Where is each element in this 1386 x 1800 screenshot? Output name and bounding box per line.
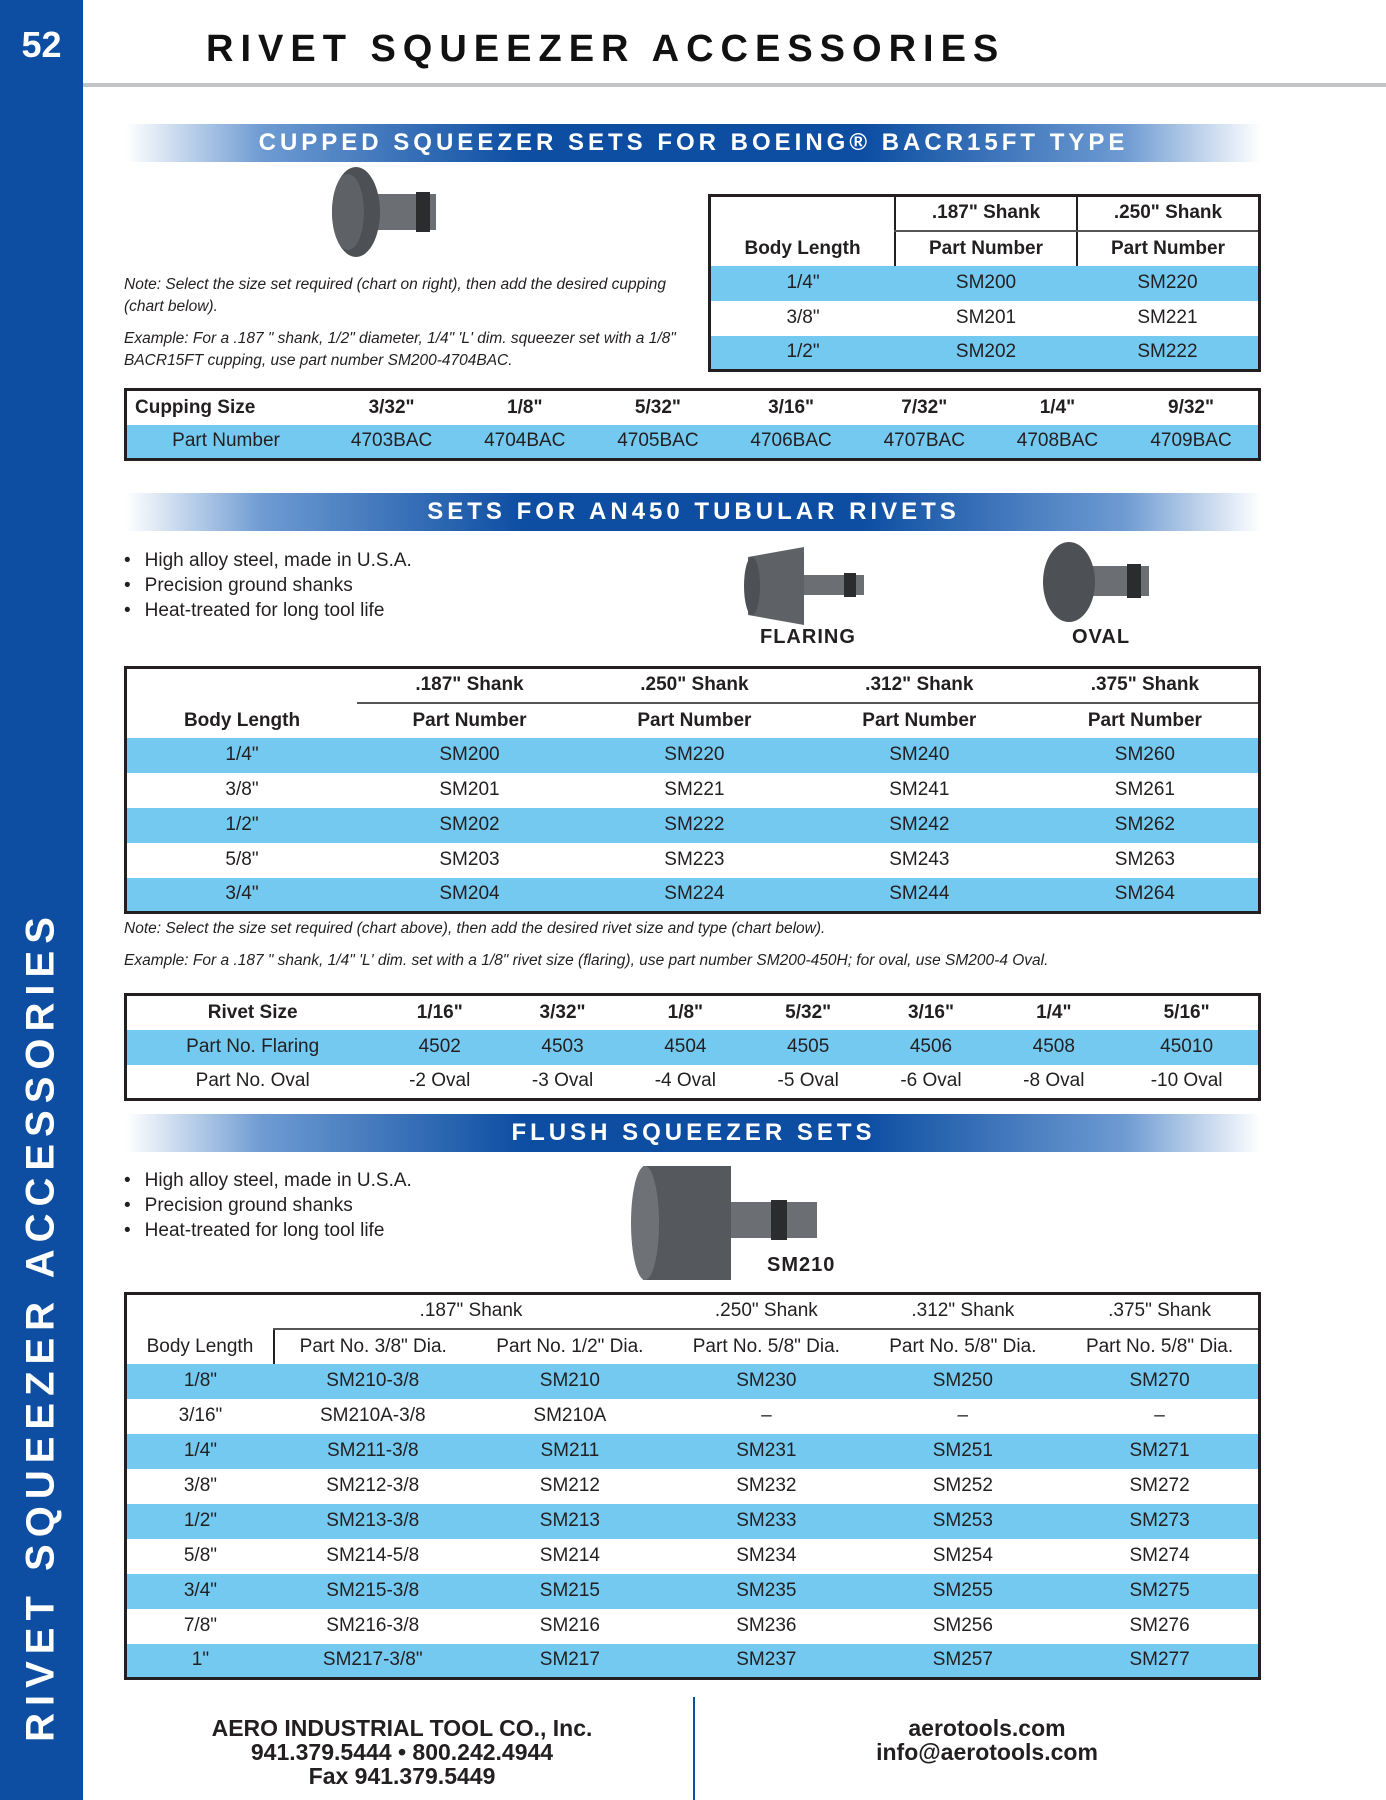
footer-divider	[693, 1697, 695, 1800]
column-header: Body Length	[126, 668, 358, 738]
oval-label: OVAL	[1072, 626, 1131, 648]
column-header: Body Length	[126, 1294, 274, 1364]
table-cell: 3/32"	[325, 390, 458, 425]
table-cell: 4502	[378, 1030, 501, 1065]
table-cell: SM214	[539, 1545, 600, 1566]
bullet: • Precision ground shanks	[124, 573, 412, 598]
table-cell: SM201	[955, 307, 1017, 328]
table-cell: SM252	[932, 1475, 993, 1496]
table-cell: SM210	[472, 1364, 668, 1399]
table-cell: SM210-3/8	[274, 1364, 472, 1399]
table-cell: 1/4"	[126, 738, 358, 773]
oval-set-image	[1039, 540, 1157, 624]
table-cell: SM241	[889, 779, 950, 800]
cupped-example: Example: For a .187 " shank, 1/2" diameter, 1/4" 'L' dim. squeezer set with a 1/8" BACR15FT cupping, use part number SM200-4704BAC.	[124, 330, 676, 369]
table-cell: 4709BAC	[1124, 425, 1259, 460]
table-cell: 3/16"	[178, 1405, 223, 1426]
table-cell: 5/32"	[747, 995, 870, 1030]
table-cell: SM214-5/8	[326, 1545, 420, 1566]
table-cell: 1"	[126, 1644, 274, 1679]
an450-body-table	[124, 666, 1261, 914]
company-phones: 941.379.5444 • 800.242.4944	[250, 1739, 554, 1765]
table-cell: SM251	[865, 1434, 1061, 1469]
table-cell: SM262	[1032, 808, 1260, 843]
table-row	[126, 1065, 1260, 1100]
column-header: .250" Shank	[1077, 196, 1260, 231]
table-cell: SM256	[932, 1615, 993, 1636]
table-cell: 5/8"	[183, 1545, 218, 1566]
table-cell: SM277	[1061, 1644, 1259, 1679]
company-name: AERO INDUSTRIAL TOOL CO., Inc.	[211, 1715, 593, 1741]
table-row	[126, 1469, 1260, 1504]
flush-body-table	[124, 1292, 1261, 1680]
table-cell: SM254	[932, 1545, 993, 1566]
table-cell: SM255	[865, 1574, 1061, 1609]
table-cell: 4504	[624, 1030, 747, 1065]
table-cell: –	[761, 1405, 772, 1426]
table-cell: 1/4"	[991, 390, 1124, 425]
header-row	[126, 1329, 1260, 1364]
column-header: .375" Shank	[1061, 1294, 1259, 1329]
table-cell: -8 Oval	[1023, 1070, 1085, 1092]
column-header: Part Number	[807, 703, 1032, 738]
table-cell: 1/8"	[624, 995, 747, 1030]
flush-bullets	[124, 1168, 412, 1243]
table-cell: 1/2"	[126, 808, 358, 843]
table-cell: SM217-3/8"	[274, 1644, 472, 1679]
table-cell: 4705BAC	[591, 425, 724, 460]
row-header: Part No. Oval	[195, 1070, 310, 1092]
column-header: .312" Shank	[807, 668, 1032, 703]
table-cell: 3/4"	[126, 1574, 274, 1609]
table-cell: SM211	[472, 1434, 668, 1469]
table-cell: SM202	[895, 336, 1077, 371]
table-cell: 5/32"	[591, 390, 724, 425]
table-cell: SM253	[865, 1504, 1061, 1539]
table-cell: 1/2"	[126, 1504, 274, 1539]
column-header: Part Number	[1077, 231, 1260, 266]
column-header: Part Number	[357, 703, 582, 738]
table-cell: -4 Oval	[654, 1070, 716, 1092]
table-cell: SM260	[1032, 738, 1260, 773]
table-cell: SM250	[865, 1364, 1061, 1399]
table-cell: SM213	[472, 1504, 668, 1539]
table-cell: 45010	[1115, 1030, 1259, 1065]
table-row	[126, 1399, 1260, 1434]
table-row	[126, 843, 1260, 878]
table-cell: 1/8"	[126, 1364, 274, 1399]
table-cell: SM264	[1032, 878, 1260, 913]
table-cell: 4707BAC	[858, 425, 991, 460]
column-header: Part No. 5/8" Dia.	[865, 1329, 1061, 1364]
table-cell: SM221	[664, 779, 725, 800]
table-cell: SM202	[357, 808, 582, 843]
table-cell: 1/4"	[992, 995, 1115, 1030]
an450-bullets	[124, 548, 412, 623]
table-cell: SM222	[1077, 336, 1260, 371]
an450-example: Example: For a .187 " shank, 1/4" 'L' dim. set with a 1/8" rivet size (flaring), use part number SM200-450H; for oval, use SM200-4 Oval.	[124, 952, 1049, 969]
table-row	[126, 808, 1260, 843]
table-cell: 4505	[747, 1030, 870, 1065]
table-cell: 1/4"	[710, 266, 896, 301]
bullet: • Heat-treated for long tool life	[124, 598, 412, 623]
column-header: .187" Shank	[895, 196, 1077, 231]
table-cell: SM200	[357, 738, 582, 773]
table-cell: 3/32"	[501, 995, 624, 1030]
table-row	[126, 1504, 1260, 1539]
page-title: RIVET SQUEEZER ACCESSORIES	[206, 28, 1006, 70]
table-cell: –	[1154, 1405, 1165, 1426]
table-cell: SM257	[865, 1644, 1061, 1679]
table-cell: SM222	[582, 808, 807, 843]
table-row	[126, 390, 1260, 425]
column-header: .187" Shank	[274, 1294, 668, 1329]
flaring-label: FLARING	[760, 626, 856, 648]
table-cell: -5 Oval	[777, 1070, 839, 1092]
table-row	[126, 1574, 1260, 1609]
table-cell: SM201	[439, 779, 500, 800]
table-cell: 3/4"	[126, 878, 358, 913]
table-cell: SM216	[539, 1615, 600, 1636]
rivet-size-table	[124, 993, 1261, 1101]
table-cell: SM230	[668, 1364, 864, 1399]
cupped-body-table	[708, 194, 1261, 372]
table-cell: 4508	[992, 1030, 1115, 1065]
table-cell: 3/16"	[725, 390, 858, 425]
table-cell: 5/8"	[225, 849, 259, 870]
table-cell: SM215	[472, 1574, 668, 1609]
table-row	[710, 301, 1260, 336]
table-cell: SM213-3/8	[274, 1504, 472, 1539]
header-row	[126, 1294, 1260, 1329]
column-header: .187" Shank	[357, 668, 582, 703]
table-row	[126, 1609, 1260, 1644]
sm210-label: SM210	[767, 1254, 836, 1276]
table-cell: SM236	[736, 1615, 797, 1636]
header-rule	[83, 83, 1386, 87]
table-cell: 3/16"	[870, 995, 993, 1030]
column-header: Part Number	[1032, 703, 1260, 738]
table-cell: 1/16"	[378, 995, 501, 1030]
table-cell: SM210A-3/8	[319, 1405, 426, 1426]
table-row	[126, 995, 1260, 1030]
table-cell: SM237	[668, 1644, 864, 1679]
row-header: Part No. Flaring	[126, 1030, 379, 1065]
column-header: Part No. 5/8" Dia.	[1061, 1329, 1259, 1364]
table-cell: 4706BAC	[725, 425, 858, 460]
section-banner-flush: FLUSH SQUEEZER SETS	[126, 1114, 1261, 1152]
table-cell: SM244	[807, 878, 1032, 913]
table-cell: SM203	[439, 849, 500, 870]
row-header: Cupping Size	[126, 390, 325, 425]
table-row	[126, 1644, 1260, 1679]
table-cell: SM224	[582, 878, 807, 913]
column-header: Part No. 5/8" Dia.	[668, 1329, 864, 1364]
table-cell: 9/32"	[1124, 390, 1259, 425]
page-number: 52	[21, 24, 62, 65]
table-cell: –	[957, 1405, 969, 1426]
bullet: • Precision ground shanks	[124, 1193, 412, 1218]
table-cell: SM232	[736, 1475, 797, 1496]
header-row	[710, 196, 1260, 231]
table-cell: SM212-3/8	[326, 1475, 420, 1496]
website-link[interactable]: aerotools.com	[908, 1715, 1066, 1741]
table-cell: 4703BAC	[325, 425, 458, 460]
table-row	[126, 1539, 1260, 1574]
table-cell: SM204	[357, 878, 582, 913]
table-row	[126, 878, 1260, 913]
table-row	[126, 1364, 1260, 1399]
table-cell: SM272	[1129, 1475, 1190, 1496]
column-header: Part Number	[895, 231, 1077, 266]
company-fax: Fax 941.379.5449	[308, 1763, 496, 1789]
table-cell: SM216-3/8	[326, 1615, 420, 1636]
column-header: Body Length	[710, 196, 896, 266]
table-cell: 3/8"	[183, 1475, 218, 1496]
table-cell: SM210A	[533, 1405, 607, 1426]
table-cell: SM235	[668, 1574, 864, 1609]
section-banner-cupped: CUPPED SQUEEZER SETS FOR BOEING® BACR15FT TYPE	[126, 124, 1261, 162]
table-cell: SM220	[582, 738, 807, 773]
table-row	[126, 1030, 1260, 1065]
table-cell: -10 Oval	[1150, 1070, 1223, 1092]
table-cell: SM212	[539, 1475, 600, 1496]
table-cell: SM275	[1061, 1574, 1259, 1609]
bullet: • Heat-treated for long tool life	[124, 1218, 412, 1243]
header-row	[126, 668, 1260, 703]
row-header: Part Number	[126, 425, 325, 460]
column-header: .250" Shank	[668, 1294, 864, 1329]
bullet: • High alloy steel, made in U.S.A.	[124, 1168, 412, 1193]
table-cell: SM233	[668, 1504, 864, 1539]
table-cell: 1/4"	[126, 1434, 274, 1469]
table-row	[710, 336, 1260, 371]
table-cell: SM274	[1129, 1545, 1190, 1566]
table-row	[710, 266, 1260, 301]
table-cell: SM243	[889, 849, 950, 870]
flaring-set-image	[744, 545, 880, 627]
column-header: .250" Shank	[582, 668, 807, 703]
table-cell: 7/8"	[183, 1615, 218, 1636]
table-cell: SM221	[1137, 307, 1198, 328]
table-cell: 4704BAC	[458, 425, 591, 460]
row-header: Rivet Size	[126, 995, 379, 1030]
table-cell: SM217	[472, 1644, 668, 1679]
table-cell: 3/8"	[786, 307, 820, 328]
table-cell: 1/2"	[710, 336, 896, 371]
table-cell: SM200	[895, 266, 1077, 301]
table-cell: 4708BAC	[991, 425, 1124, 460]
table-cell: 1/8"	[458, 390, 591, 425]
column-header: .375" Shank	[1032, 668, 1260, 703]
cupped-note: Note: Select the size set required (chart on right), then add the desired cupping (chart below).	[124, 276, 666, 315]
table-cell: SM276	[1129, 1615, 1190, 1636]
footer-company	[152, 1716, 652, 1788]
column-header: .312" Shank	[865, 1294, 1061, 1329]
cupping-table	[124, 388, 1261, 461]
table-row	[126, 738, 1260, 773]
cupped-set-image	[316, 166, 450, 260]
table-cell: 5/16"	[1115, 995, 1259, 1030]
email-link[interactable]: info@aerotools.com	[876, 1739, 1098, 1765]
table-cell: -2 Oval	[409, 1070, 471, 1092]
footer-contact	[787, 1716, 1187, 1764]
table-row	[126, 1434, 1260, 1469]
column-header: Part No. 1/2" Dia.	[472, 1329, 668, 1364]
table-cell: SM273	[1061, 1504, 1259, 1539]
table-row	[126, 773, 1260, 808]
bullet: • High alloy steel, made in U.S.A.	[124, 548, 412, 573]
table-cell: SM263	[1114, 849, 1175, 870]
column-header: Part Number	[582, 703, 807, 738]
table-cell: SM261	[1114, 779, 1175, 800]
table-cell: SM242	[807, 808, 1032, 843]
table-cell: SM215-3/8	[274, 1574, 472, 1609]
table-cell: SM240	[807, 738, 1032, 773]
table-cell: 4503	[501, 1030, 624, 1065]
table-cell: 4506	[870, 1030, 993, 1065]
table-cell: SM271	[1061, 1434, 1259, 1469]
table-cell: 3/8"	[225, 779, 259, 800]
column-header: Part No. 3/8" Dia.	[274, 1329, 472, 1364]
table-cell: SM231	[668, 1434, 864, 1469]
table-cell: SM211-3/8	[274, 1434, 472, 1469]
section-banner-an450: SETS FOR AN450 TUBULAR RIVETS	[126, 493, 1261, 531]
side-title: RIVET SQUEEZER ACCESSORIES	[18, 910, 63, 1742]
table-cell: SM270	[1061, 1364, 1259, 1399]
table-cell: SM234	[736, 1545, 797, 1566]
table-cell: -3 Oval	[531, 1070, 594, 1092]
table-row	[126, 425, 1260, 460]
table-cell: -6 Oval	[900, 1070, 962, 1092]
an450-note: Note: Select the size set required (chart above), then add the desired rivet size and type (chart below).	[124, 920, 826, 937]
table-cell: 7/32"	[858, 390, 991, 425]
table-cell: SM223	[664, 849, 725, 870]
table-cell: SM220	[1077, 266, 1260, 301]
